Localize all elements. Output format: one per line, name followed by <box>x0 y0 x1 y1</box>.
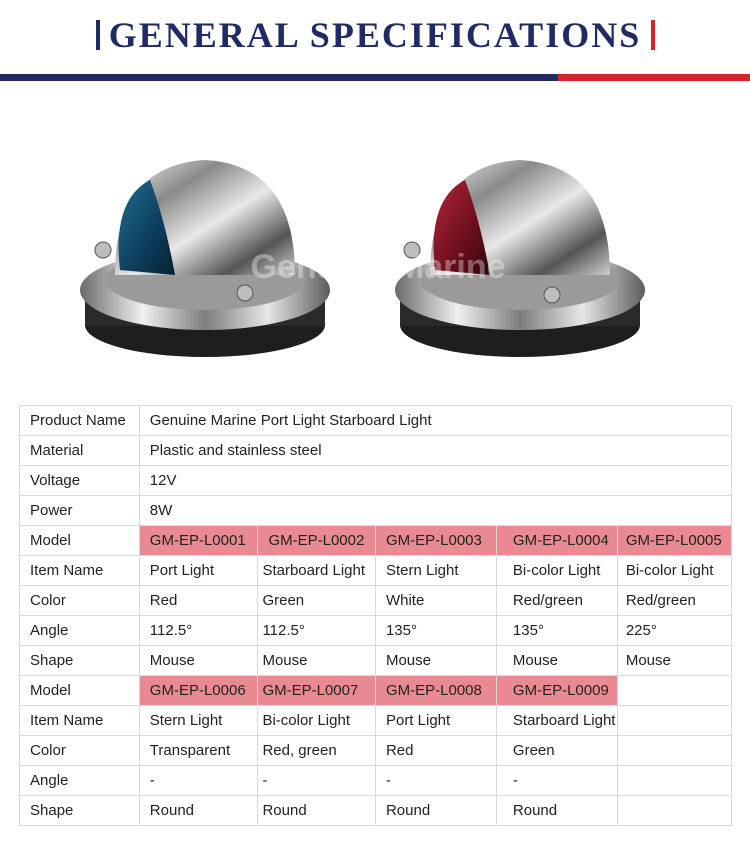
table-row <box>20 676 732 706</box>
cell-value: Stern Light <box>375 556 496 586</box>
row-label: Color <box>20 586 140 616</box>
cell-value: Mouse <box>139 646 258 676</box>
table-row <box>20 556 732 586</box>
empty-cell <box>617 796 731 826</box>
cell-value: Round <box>139 796 258 826</box>
header-stripe-blue <box>0 74 558 81</box>
model-cell: GM-EP-L0006 <box>139 676 258 706</box>
table-row <box>20 586 732 616</box>
cell-value: Round <box>375 796 496 826</box>
row-label: Shape <box>20 796 140 826</box>
cell-value: Port Light <box>139 556 258 586</box>
cell-value: Starboard Light <box>258 556 376 586</box>
table-row <box>20 646 732 676</box>
cell-value: - <box>375 766 496 796</box>
header-stripe-red <box>558 74 750 81</box>
row-label: Shape <box>20 646 140 676</box>
cell-value: 8W <box>139 496 731 526</box>
cell-value: Bi-color Light <box>496 556 617 586</box>
cell-value: Round <box>496 796 617 826</box>
cell-value: Mouse <box>496 646 617 676</box>
row-label: Power <box>20 496 140 526</box>
cell-value: 12V <box>139 466 731 496</box>
cell-value: Starboard Light <box>496 706 617 736</box>
row-label: Item Name <box>20 706 140 736</box>
cell-value: 135° <box>496 616 617 646</box>
cell-value: - <box>496 766 617 796</box>
cell-value: Green <box>496 736 617 766</box>
cell-value: Mouse <box>617 646 731 676</box>
cell-value: Red <box>139 586 258 616</box>
cell-value: Port Light <box>375 706 496 736</box>
cell-value: 135° <box>375 616 496 646</box>
cell-value: Transparent <box>139 736 258 766</box>
cell-value: White <box>375 586 496 616</box>
cell-value: Genuine Marine Port Light Starboard Light <box>139 406 731 436</box>
table-row <box>20 436 732 466</box>
cell-value: Mouse <box>375 646 496 676</box>
row-label: Model <box>20 526 140 556</box>
row-label: Angle <box>20 616 140 646</box>
model-cell: GM-EP-L0003 <box>375 526 496 556</box>
table-row <box>20 496 732 526</box>
row-label: Material <box>20 436 140 466</box>
cell-value: Stern Light <box>139 706 258 736</box>
model-cell: GM-EP-L0004 <box>496 526 617 556</box>
model-cell: GM-EP-L0008 <box>375 676 496 706</box>
table-row <box>20 526 732 556</box>
title-right-bar <box>651 20 655 50</box>
table-row <box>20 466 732 496</box>
row-label: Product Name <box>20 406 140 436</box>
cell-value: 112.5° <box>258 616 376 646</box>
empty-cell <box>617 676 731 706</box>
table-row <box>20 706 732 736</box>
watermark: Genuine Marine <box>250 248 506 286</box>
model-cell: GM-EP-L0001 <box>139 526 258 556</box>
cell-value: Green <box>258 586 376 616</box>
row-label: Voltage <box>20 466 140 496</box>
table-row <box>20 796 732 826</box>
row-label: Color <box>20 736 140 766</box>
cell-value: Red/green <box>617 586 731 616</box>
empty-cell <box>617 736 731 766</box>
empty-cell <box>617 706 731 736</box>
cell-value: 112.5° <box>139 616 258 646</box>
cell-value: - <box>258 766 376 796</box>
model-cell: GM-EP-L0005 <box>617 526 731 556</box>
table-row <box>20 766 732 796</box>
cell-value: Round <box>258 796 376 826</box>
table-row <box>20 616 732 646</box>
model-cell: GM-EP-L0009 <box>496 676 617 706</box>
table-row <box>20 736 732 766</box>
model-cell: GM-EP-L0007 <box>258 676 376 706</box>
empty-cell <box>617 766 731 796</box>
table-row <box>20 406 732 436</box>
cell-value: Red/green <box>496 586 617 616</box>
header <box>0 0 750 72</box>
model-cell: GM-EP-L0002 <box>258 526 376 556</box>
cell-value: Plastic and stainless steel <box>139 436 731 466</box>
cell-value: Red <box>375 736 496 766</box>
page-title: GENERAL SPECIFICATIONS <box>108 15 642 55</box>
cell-value: 225° <box>617 616 731 646</box>
spec-table <box>19 405 732 826</box>
row-label: Angle <box>20 766 140 796</box>
row-label: Model <box>20 676 140 706</box>
row-label: Item Name <box>20 556 140 586</box>
cell-value: Bi-color Light <box>258 706 376 736</box>
cell-value: Mouse <box>258 646 376 676</box>
cell-value: - <box>139 766 258 796</box>
product-photo <box>0 110 750 370</box>
cell-value: Red, green <box>258 736 376 766</box>
cell-value: Bi-color Light <box>617 556 731 586</box>
